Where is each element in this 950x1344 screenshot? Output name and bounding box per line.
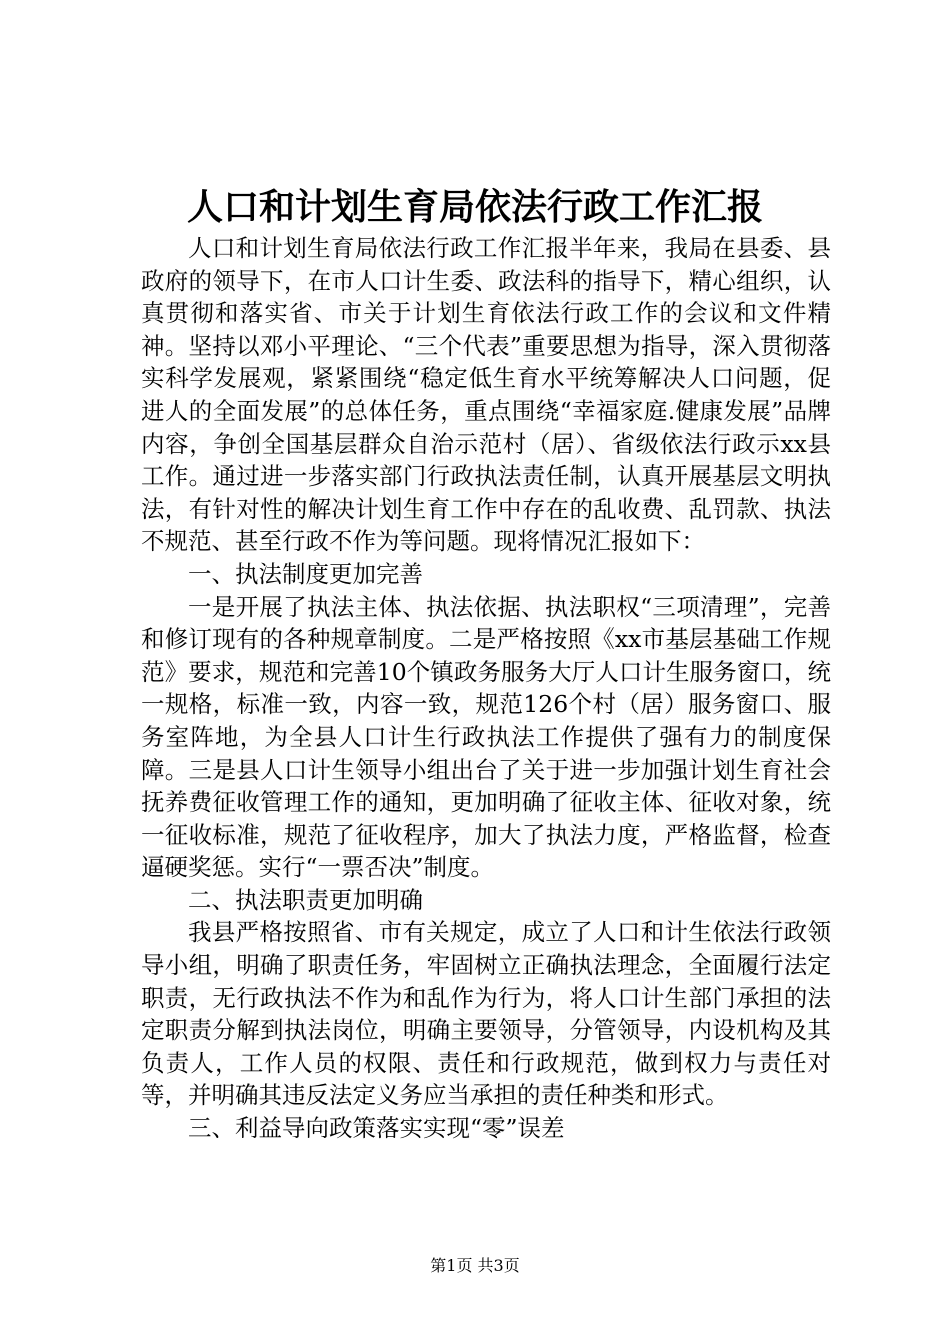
section-heading-2: 二、执法职责更加明确 — [188, 885, 423, 914]
section-heading-3: 三、利益导向政策落实实现“零”误差 — [188, 1114, 565, 1143]
document-body — [141, 232, 831, 1145]
section-heading-1: 一、执法制度更加完善 — [188, 559, 423, 588]
document-title: 人口和计划生育局依法行政工作汇报 — [186, 186, 763, 228]
paragraph-intro: 人口和计划生育局依法行政工作汇报半年来，我局在县委、县政府的领导下，在市人口计生委、政法科的指导下，精心组织，认真贯彻和落实省、市关于计划生育依法行政工作的会议和文件精神。坚持以邓小平理论、“三个代表”重要思想为指导，深入贯彻落实科学发展观，紧紧围绕“稳定低生育水平统筹解决人口问题，促进人的全面发展”的总体任务，重点围绕“幸福家庭.健康发展”品牌内容，争创全国基层群众自治示范村（居）、省级依法行政示xx县工作。通过进一步落实部门行政执法责任制，认真开展基层文明执法，有针对性的解决计划生育工作中存在的乱收费、乱罚款、执法不规范、甚至行政不作为等问题。现将情况汇报如下： — [141, 234, 831, 556]
paragraph-section-1: 一是开展了执法主体、执法依据、执法职权“三项清理”，完善和修订现有的各种规章制度。二是严格按照《xx市基层基础工作规范》要求，规范和完善10个镇政务服务大厅人口计生服务窗口，统一规格，标准一致，内容一致，规范126个村（居）服务窗口、服务室阵地，为全县人口计生行政执法工作提供了强有力的制度保障。三是县人口计生领导小组出台了关于进一步加强计划生育社会抚养费征收管理工作的通知，更加明确了征收主体、征收对象，统一征收标准，规范了征收程序，加大了执法力度，严格监督，检查逼硬奖惩。实行“一票否决”制度。 — [141, 592, 831, 882]
page-number-footer: 第1页 共3页 — [430, 1256, 520, 1275]
paragraph-section-2: 我县严格按照省、市有关规定，成立了人口和计生依法行政领导小组，明确了职责任务，牢固树立正确执法理念，全面履行法定职责，无行政执法不作为和乱作为行为，将人口计生部门承担的法定职责分解到执法岗位，明确主要领导，分管领导，内设机构及其负责人，工作人员的权限、责任和行政规范，做到权力与责任对等，并明确其违反法定义务应当承担的责任种类和形式。 — [141, 918, 831, 1110]
